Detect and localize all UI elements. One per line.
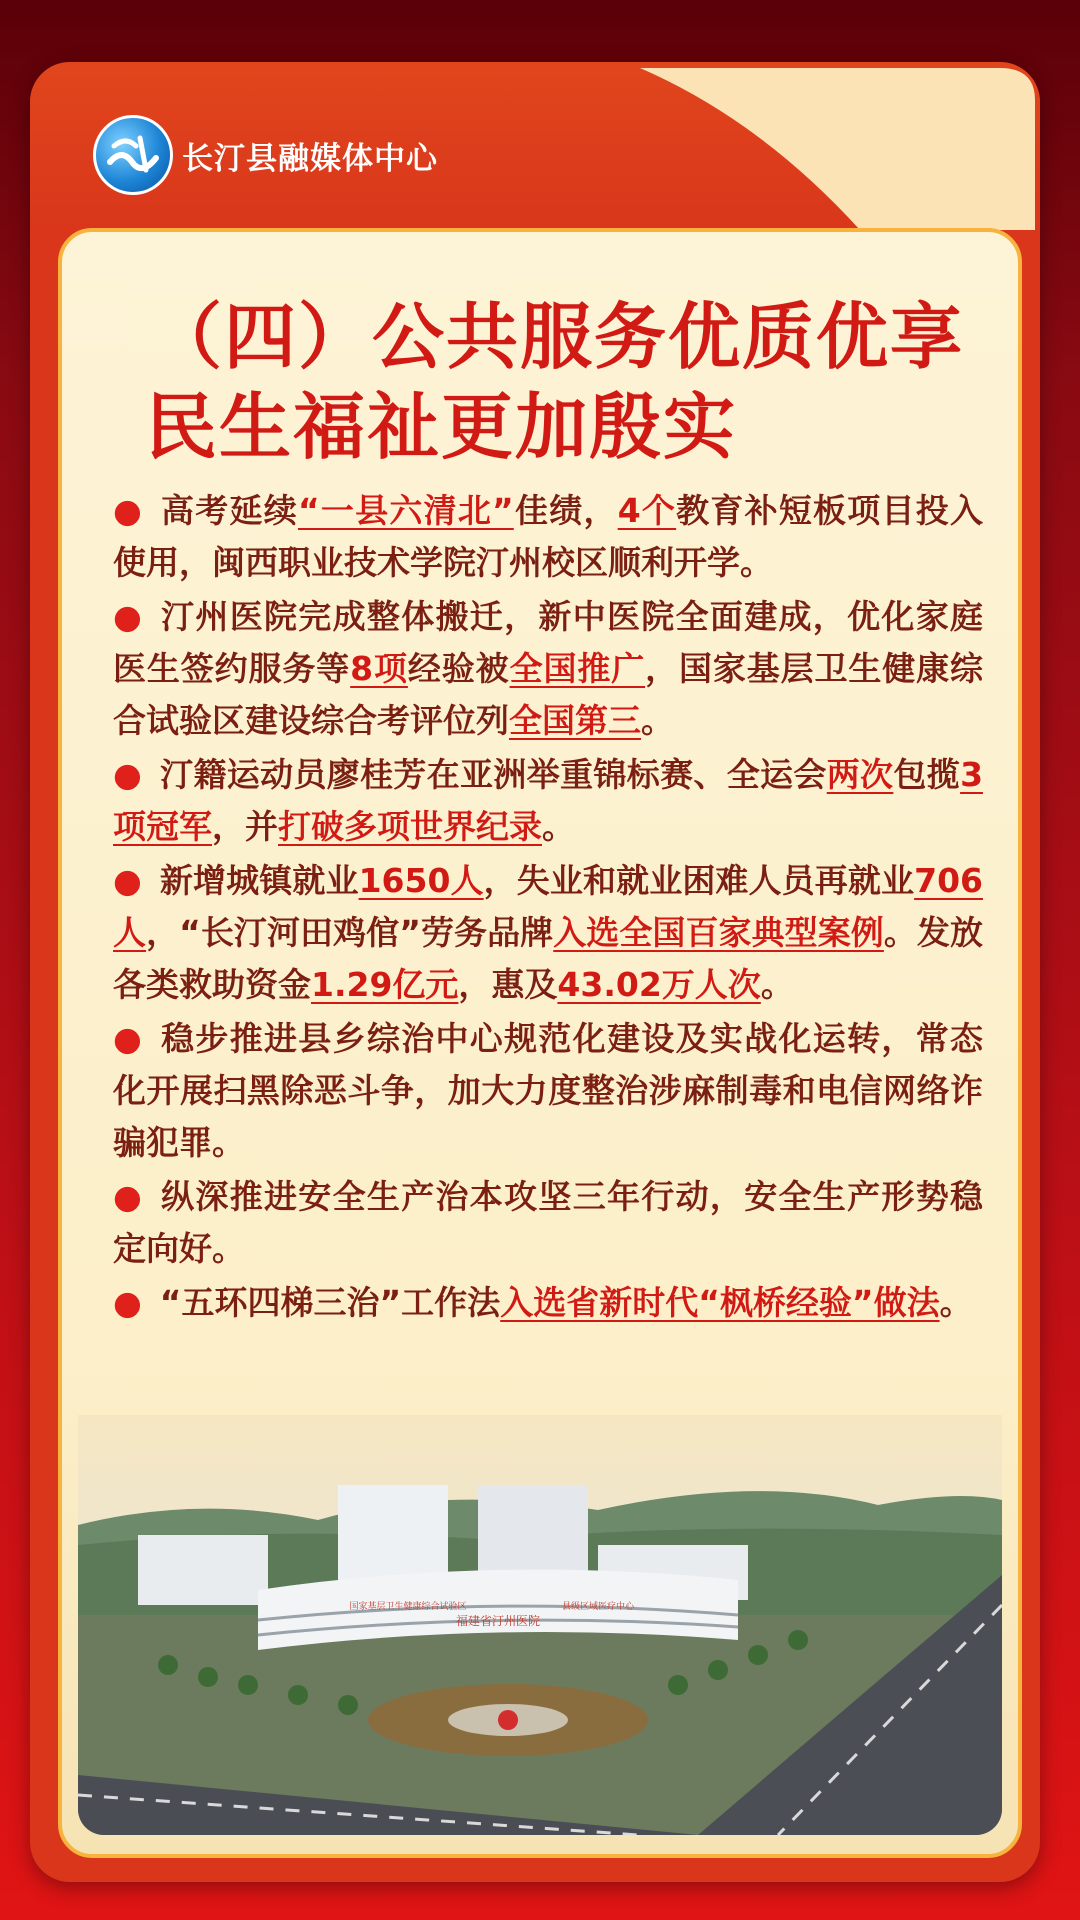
item-text: “五环四梯三治”工作法 bbox=[159, 1283, 501, 1322]
list-item bbox=[113, 855, 983, 1011]
item-text: 纵深推进安全生产治本攻坚三年行动，安全生产形势稳定向好。 bbox=[113, 1177, 984, 1268]
item-text: 包揽 bbox=[893, 755, 961, 794]
item-text: 。发放各类救助资金 bbox=[113, 913, 983, 1004]
bullet-icon: ● bbox=[113, 491, 144, 530]
page-title-line1: （四）公共服务优质优享 bbox=[150, 295, 965, 379]
item-text: ，失业和就业困难人员再就业 bbox=[483, 861, 915, 900]
list-item bbox=[113, 485, 983, 589]
highlight-text: 全国推广 bbox=[509, 649, 646, 688]
item-text: 高考延续 bbox=[161, 491, 298, 530]
highlight-text: 入选全国百家典型案例 bbox=[553, 913, 884, 952]
bullet-icon: ● bbox=[113, 1177, 144, 1216]
highlight-text: 8项 bbox=[350, 649, 408, 688]
highlight-text: 入选省新时代“枫桥经验”做法 bbox=[500, 1283, 940, 1322]
highlight-text: 打破多项世界纪录 bbox=[278, 807, 542, 846]
hospital-sign-3: 县级区域医疗中心 bbox=[561, 1602, 635, 1612]
hospital-sign-2: 国家基层卫生健康综合试验区 bbox=[349, 1602, 467, 1612]
item-text: ，并 bbox=[212, 807, 278, 846]
item-text: 。 bbox=[939, 1283, 973, 1322]
item-text: ，惠及 bbox=[458, 965, 558, 1004]
highlight-text: 1650人 bbox=[358, 861, 484, 900]
item-text: 。 bbox=[641, 701, 674, 740]
bullet-icon: ● bbox=[113, 755, 143, 794]
bullet-icon: ● bbox=[113, 597, 144, 636]
bullet-icon: ● bbox=[113, 1019, 144, 1058]
list-item bbox=[113, 591, 983, 747]
hospital-sign: 福建省汀州医院 bbox=[455, 1614, 541, 1628]
item-text: 教育补短板项目投入使用，闽西职业技术学院汀州校区顺利开学。 bbox=[113, 491, 983, 582]
highlight-text: 两次 bbox=[826, 755, 894, 794]
item-text: 。 bbox=[542, 807, 575, 846]
highlight-text: “一县六清北” bbox=[297, 491, 514, 530]
highlight-text: 全国第三 bbox=[509, 701, 641, 740]
list-item bbox=[113, 1277, 983, 1329]
highlight-text: 706人 bbox=[113, 861, 983, 952]
bullet-icon: ● bbox=[113, 861, 142, 900]
list-item bbox=[113, 1013, 983, 1169]
item-text: 汀州医院完成整体搬迁，新中医院全面建成，优化家庭医生签约服务等 bbox=[113, 597, 984, 688]
highlight-text: 1.29亿元 bbox=[311, 965, 459, 1004]
org-name: 长汀县融媒体中心 bbox=[182, 141, 438, 177]
page-title-line2: 民生福祉更加殷实 bbox=[145, 385, 738, 469]
bullet-icon: ● bbox=[113, 1283, 142, 1322]
item-text: 。 bbox=[760, 965, 794, 1004]
item-text: 稳步推进县乡综治中心规范化建设及实战化运转，常态化开展扫黑除恶斗争，加大力度整治涉麻制毒和电信网络诈骗犯罪。 bbox=[113, 1019, 984, 1162]
list-item bbox=[113, 1171, 983, 1275]
item-text: ，“长汀河田鸡倌”劳务品牌 bbox=[146, 913, 554, 952]
list-item bbox=[113, 749, 983, 853]
media-center-logo-icon bbox=[93, 115, 173, 195]
highlight-text: 43.02万人次 bbox=[557, 965, 761, 1004]
item-text: 汀籍运动员廖桂芳在亚洲举重锦标赛、全运会 bbox=[160, 755, 827, 794]
highlight-text: 3项冠军 bbox=[113, 755, 984, 846]
hospital-aerial-photo bbox=[78, 1415, 1002, 1835]
achievement-list bbox=[113, 485, 983, 1331]
item-text: 新增城镇就业 bbox=[159, 861, 359, 900]
item-text: 佳绩， bbox=[513, 491, 618, 530]
highlight-text: 4个 bbox=[617, 491, 677, 530]
item-text: 经验被 bbox=[407, 649, 510, 688]
item-text: ，国家基层卫生健康综合试验区建设综合考评位列 bbox=[113, 649, 984, 740]
